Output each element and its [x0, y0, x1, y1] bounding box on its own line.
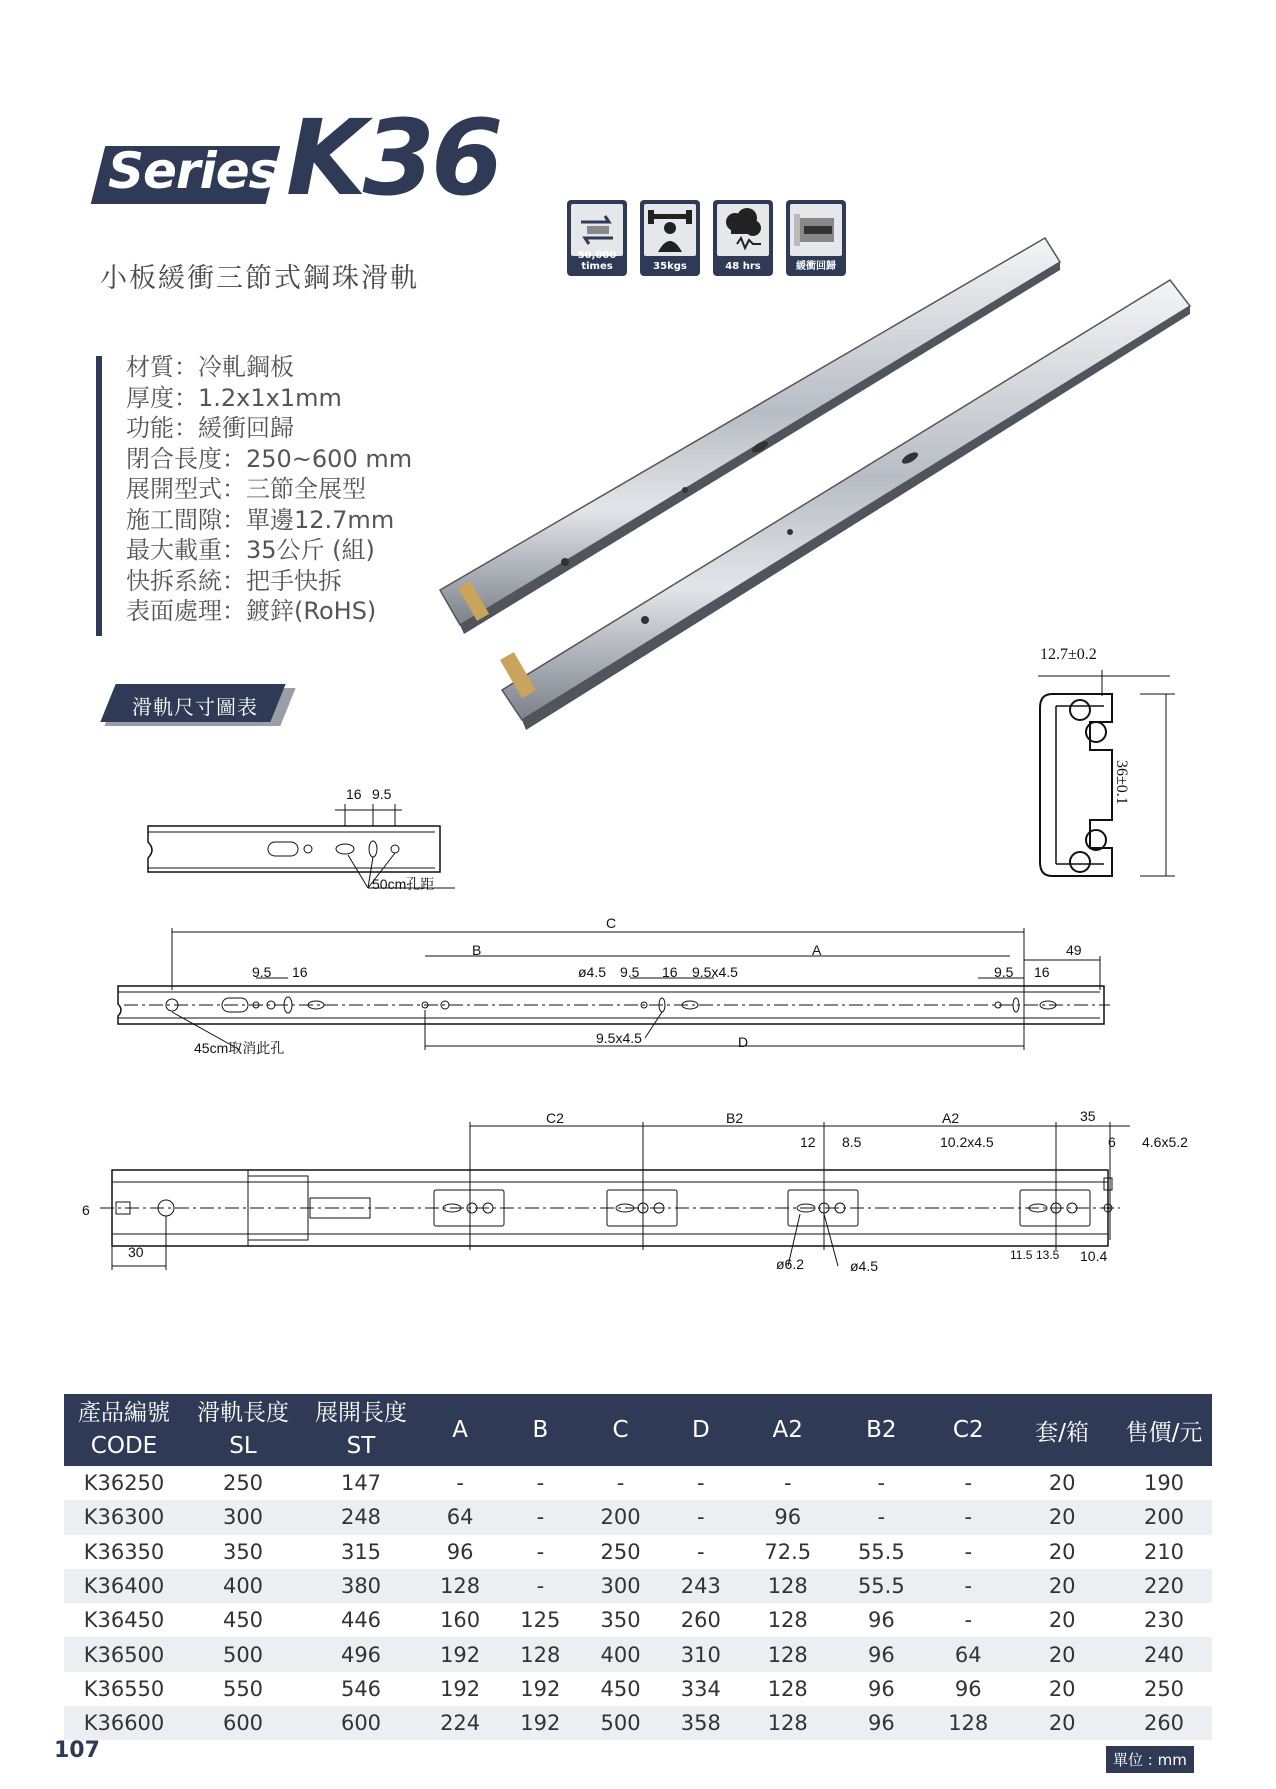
spec-disconnect: 快拆系統：把手快拆	[126, 566, 342, 595]
table-cell: 450	[222, 1608, 264, 1633]
spec-list	[126, 352, 412, 627]
table-cell: 243	[661, 1569, 741, 1603]
detail-dim-9-5: 9.5	[372, 786, 392, 802]
table-row	[64, 1535, 1212, 1569]
table-cell: 96	[867, 1676, 895, 1701]
dim-B2: B2	[726, 1110, 744, 1126]
table-cell: 260	[680, 1608, 721, 1633]
dim-right-9-5: 9.5	[994, 964, 1014, 980]
table-cell: 64	[928, 1637, 1008, 1671]
table-cell: K36450	[83, 1608, 165, 1633]
table-cell: 380	[302, 1569, 420, 1603]
table-row	[64, 1500, 1212, 1534]
table-cell: 260	[1116, 1706, 1212, 1740]
table-cell: 128	[741, 1569, 835, 1603]
product-subtitle: 小板緩衝三節式鋼珠滑軌	[100, 263, 419, 294]
table-cell: -	[964, 1471, 973, 1496]
col-c: C	[580, 1394, 660, 1466]
dim-slot-right: 4.6x5.2	[1142, 1134, 1188, 1150]
dim-8-5: 8.5	[842, 1134, 862, 1150]
table-cell: 96	[835, 1637, 929, 1671]
table-cell: -	[928, 1569, 1008, 1603]
table-cell: 96	[835, 1706, 929, 1740]
series-word: Series	[108, 142, 278, 200]
table-cell: 400	[580, 1637, 660, 1671]
dim-B: B	[472, 942, 482, 958]
dim-mid-9-5: 9.5	[620, 964, 640, 980]
table-cell: 20	[1008, 1500, 1116, 1534]
col-sl: 滑軌長度 SL	[184, 1394, 302, 1466]
table-cell: 600	[302, 1706, 420, 1740]
feature-label: 48 hrs	[725, 261, 761, 272]
table-cell: K36400	[64, 1569, 184, 1603]
model-title: K36	[286, 97, 500, 219]
table-cell: 20	[1008, 1569, 1116, 1603]
unit-badge: 單位 : mm	[1106, 1746, 1194, 1773]
col-b2: B2	[835, 1394, 929, 1466]
table-cell: 230	[1143, 1608, 1185, 1633]
spec-extension-type: 展開型式：三節全展型	[126, 475, 366, 503]
table-cell: 128	[500, 1637, 580, 1671]
dim-13-5: 13.5	[1036, 1248, 1060, 1262]
dim-slot-a2: 10.2x4.5	[940, 1134, 994, 1150]
table-cell: 358	[661, 1706, 741, 1740]
table-cell: 20	[1048, 1608, 1076, 1633]
table-cell: K36600	[64, 1706, 184, 1740]
table-cell: 128	[767, 1676, 808, 1701]
spec-surface: 表面處理：鍍鋅(RoHS)	[126, 597, 377, 625]
dim-6-top: 6	[1108, 1134, 1116, 1150]
table-cell: 64	[420, 1500, 500, 1534]
table-row	[64, 1466, 1212, 1500]
table-cell: 55.5	[835, 1569, 929, 1603]
table-cell: 20	[1048, 1676, 1076, 1701]
table-cell: -	[536, 1539, 545, 1564]
hole-cancel-note: 45cm取消此孔	[194, 1040, 285, 1056]
section-title: 滑軌尺寸圖表	[132, 695, 258, 719]
table-cell: 192	[440, 1676, 481, 1701]
table-cell: -	[500, 1500, 580, 1534]
dim-11-5: 11.5	[1010, 1248, 1033, 1262]
table-cell: 220	[1116, 1569, 1212, 1603]
table-row	[64, 1672, 1212, 1706]
col-price: 售價/元	[1116, 1394, 1212, 1466]
table-cell: -	[456, 1471, 464, 1496]
spec-table	[64, 1394, 1212, 1740]
dim-35: 35	[1080, 1108, 1096, 1124]
dim-C: C	[606, 915, 617, 931]
dim-6-left: 6	[82, 1202, 90, 1218]
table-row	[64, 1603, 1212, 1637]
table-cell: 200	[580, 1500, 660, 1534]
dim-phi-6-2: ø6.2	[776, 1256, 805, 1272]
table-cell: -	[835, 1500, 929, 1534]
profile-width-dim: 12.7±0.2	[1040, 646, 1097, 663]
table-row	[64, 1637, 1212, 1671]
table-cell: 72.5	[764, 1539, 812, 1564]
dim-left-16: 16	[292, 964, 308, 980]
dim-A: A	[812, 942, 822, 958]
dim-slot: 9.5x4.5	[692, 964, 738, 980]
table-cell: 55.5	[857, 1539, 905, 1564]
col-a: A	[420, 1394, 500, 1466]
col-d: D	[661, 1394, 741, 1466]
spec-material: 材質：冷軋鋼板	[126, 353, 294, 381]
spec-thickness: 厚度：1.2x1x1mm	[126, 383, 342, 412]
table-row	[64, 1569, 1212, 1603]
table-cell: 192	[420, 1637, 500, 1671]
table-cell: 248	[302, 1500, 420, 1534]
table-cell: 210	[1143, 1539, 1185, 1564]
table-cell: -	[783, 1471, 792, 1496]
table-body	[64, 1466, 1212, 1740]
table-cell: -	[964, 1539, 973, 1564]
table-cell: K36550	[83, 1676, 165, 1701]
spec-max-load: 最大載重：35公斤 (組)	[126, 536, 375, 564]
table-cell: 96	[867, 1608, 895, 1633]
table-cell: 496	[302, 1637, 420, 1671]
col-st: 展開長度 ST	[302, 1394, 420, 1466]
table-cell: 550	[222, 1676, 264, 1701]
table-cell: 20	[1048, 1539, 1076, 1564]
table-cell: -	[536, 1471, 545, 1496]
dim-10-4: 10.4	[1080, 1248, 1108, 1264]
table-cell: 600	[184, 1706, 302, 1740]
table-cell: 350	[600, 1608, 641, 1633]
table-row	[64, 1706, 1212, 1740]
table-cell: 128	[420, 1569, 500, 1603]
table-cell: 240	[1116, 1637, 1212, 1671]
table-cell: K36300	[64, 1500, 184, 1534]
table-cell: 128	[928, 1706, 1008, 1740]
table-cell: -	[928, 1500, 1008, 1534]
table-cell: -	[964, 1608, 973, 1633]
dim-30: 30	[128, 1244, 144, 1260]
table-cell: 125	[520, 1608, 561, 1633]
table-cell: 334	[680, 1676, 721, 1701]
col-c2: C2	[928, 1394, 1008, 1466]
table-cell: -	[697, 1471, 705, 1496]
table-cell: -	[500, 1569, 580, 1603]
table-cell: 128	[741, 1706, 835, 1740]
spec-function: 功能：緩衝回歸	[126, 414, 294, 442]
dim-49: 49	[1066, 942, 1082, 958]
table-cell: 160	[440, 1608, 481, 1633]
table-cell: 450	[600, 1676, 641, 1701]
feature-label: 35kgs	[653, 261, 687, 272]
table-cell: 20	[1008, 1706, 1116, 1740]
table-cell: -	[697, 1539, 705, 1564]
table-cell: 250	[600, 1539, 641, 1564]
table-cell: 20	[1008, 1637, 1116, 1671]
table-cell: -	[661, 1500, 741, 1534]
spec-accent-bar	[96, 356, 102, 636]
table-cell: -	[877, 1471, 886, 1496]
dim-hole-phi: ø4.5	[578, 964, 607, 980]
table-cell: 500	[184, 1637, 302, 1671]
table-cell: 200	[1116, 1500, 1212, 1534]
table-cell: 300	[580, 1569, 660, 1603]
col-a2: A2	[741, 1394, 835, 1466]
table-cell: 400	[184, 1569, 302, 1603]
dim-slot-below: 9.5x4.5	[596, 1030, 642, 1046]
dim-C2: C2	[546, 1110, 564, 1126]
dim-12: 12	[800, 1134, 816, 1150]
table-cell: 147	[340, 1471, 382, 1496]
page-number: 107	[54, 1738, 100, 1763]
table-cell: 546	[340, 1676, 382, 1701]
spec-clearance: 施工間隙：單邊12.7mm	[126, 505, 395, 534]
table-cell: 190	[1143, 1471, 1185, 1496]
dim-A2: A2	[942, 1110, 960, 1126]
table-cell: 315	[340, 1539, 382, 1564]
table-cell: -	[616, 1471, 625, 1496]
table-cell: 192	[520, 1676, 561, 1701]
table-header-row	[64, 1394, 1212, 1466]
table-cell: 20	[1048, 1471, 1076, 1496]
feature-label: 緩衝回歸	[796, 261, 836, 272]
dim-left-9-5: 9.5	[252, 964, 272, 980]
table-cell: K36250	[83, 1471, 165, 1496]
table-cell: 310	[661, 1637, 741, 1671]
table-cell: 250	[1143, 1676, 1185, 1701]
dim-D: D	[738, 1034, 749, 1050]
table-cell: 96	[954, 1676, 982, 1701]
dim-mid-16: 16	[662, 964, 678, 980]
profile-drawing	[1020, 650, 1180, 890]
table-cell: 446	[340, 1608, 382, 1633]
table-cell: 128	[741, 1637, 835, 1671]
table-cell: K36350	[83, 1539, 165, 1564]
table-cell: 96	[446, 1539, 474, 1564]
table-cell: K36500	[64, 1637, 184, 1671]
col-b: B	[500, 1394, 580, 1466]
table-cell: 300	[184, 1500, 302, 1534]
dim-right-16: 16	[1034, 964, 1050, 980]
table-cell: 96	[741, 1500, 835, 1534]
table-cell: 224	[420, 1706, 500, 1740]
detail-hole-pitch-note: 50cm孔距	[372, 876, 435, 892]
table-cell: 500	[580, 1706, 660, 1740]
feature-label: 50,000 times	[577, 250, 617, 272]
detail-dim-16: 16	[346, 786, 362, 802]
table-cell: 128	[767, 1608, 808, 1633]
col-code: 產品編號 CODE	[64, 1394, 184, 1466]
table-cell: 192	[500, 1706, 580, 1740]
dim-phi-4-5: ø4.5	[850, 1258, 879, 1274]
table-cell: 350	[222, 1539, 264, 1564]
table-cell: 250	[222, 1471, 264, 1496]
spec-closed-length: 閉合長度：250~600 mm	[126, 444, 413, 473]
col-per-box: 套/箱	[1008, 1394, 1116, 1466]
profile-height-dim: 36±0.1	[1113, 760, 1130, 805]
